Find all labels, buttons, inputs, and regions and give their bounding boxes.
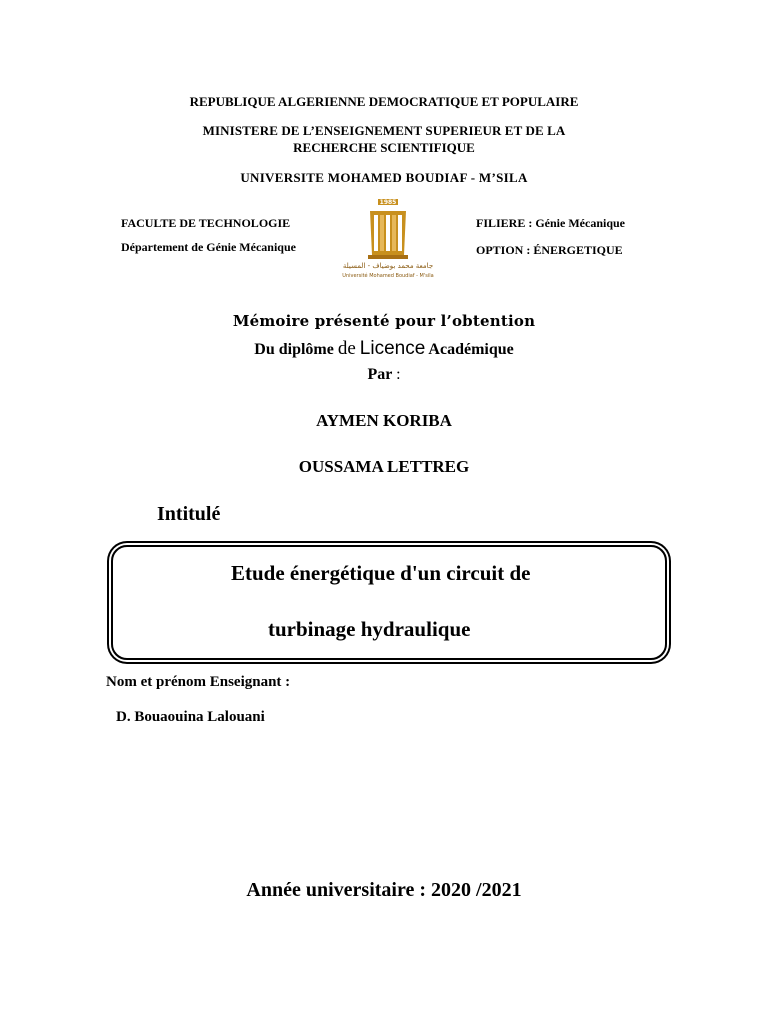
thesis-title-line2: turbinage hydraulique (268, 617, 471, 641)
teacher-label: Nom et prénom Enseignant : (106, 674, 291, 690)
logo-arabic-text: جامعة محمد بوضياف - المسيلة (342, 262, 434, 270)
ministry-heading-line2: RECHERCHE SCIENTIFIQUE (293, 140, 475, 155)
logo-latin-text: Université Mohamed Boudiaf - M'sila (342, 273, 434, 279)
filiere-label: FILIERE : Génie Mécanique (476, 216, 625, 230)
diplome-suffix: Académique (428, 341, 514, 358)
par-line (0, 366, 768, 384)
faculty-label: FACULTE DE TECHNOLOGIE (121, 216, 291, 230)
diplome-de: de (337, 338, 356, 359)
department-label: Département de Génie Mécanique (121, 240, 296, 254)
teacher-name: D. Bouaouina Lalouani (116, 709, 265, 725)
diplome-licence: Licence (359, 338, 426, 359)
student-name-1: AYMEN KORIBA (316, 411, 452, 430)
republic-heading: REPUBLIQUE ALGERIENNE DEMOCRATIQUE ET POPULAIRE (189, 94, 579, 109)
svg-text:1985: 1985 (379, 199, 397, 206)
university-logo-icon (338, 193, 456, 283)
option-label: OPTION : ÉNERGETIQUE (476, 243, 623, 257)
par-label: Par (367, 366, 393, 383)
academic-year: Année universitaire : 2020 /2021 (246, 879, 522, 901)
thesis-title-line1: Etude énergétique d'un circuit de (231, 561, 531, 585)
diplome-line (0, 338, 768, 360)
student-name-2: OUSSAMA LETTREG (298, 457, 470, 476)
par-colon: : (396, 366, 401, 383)
diplome-prefix: Du diplôme (254, 341, 334, 358)
memoire-line: Mémoire présenté pour l’obtention (232, 312, 536, 330)
ministry-heading-line1: MINISTERE DE L’ENSEIGNEMENT SUPERIEUR ET DE LA (202, 123, 566, 138)
intitule-label: Intitulé (157, 503, 221, 525)
university-heading: UNIVERSITE MOHAMED BOUDIAF - M’SILA (240, 170, 528, 185)
